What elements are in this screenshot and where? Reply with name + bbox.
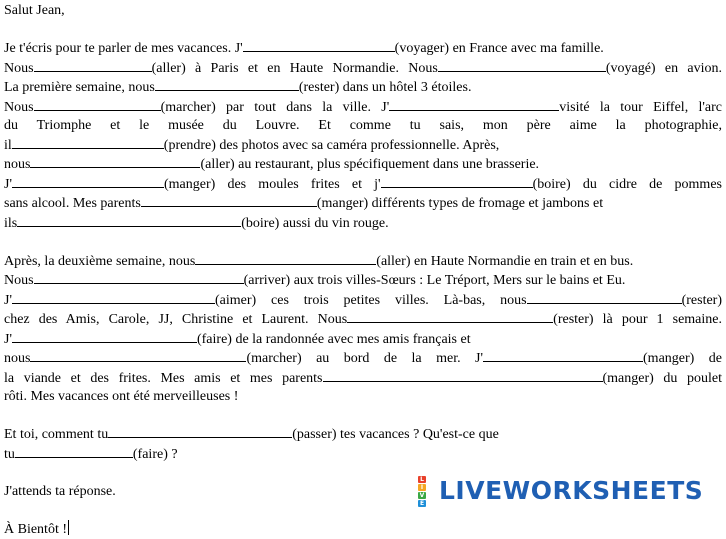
blank-marcher-1[interactable] xyxy=(34,98,161,111)
blank-marcher-2[interactable] xyxy=(30,349,246,362)
line-11: Après, la deuxième semaine, nous (aller) en Haute Normandie en train et en bus. xyxy=(4,252,722,272)
line-22: À Bientôt ! xyxy=(4,520,722,539)
blank-passer[interactable] xyxy=(108,425,292,438)
blank-visite[interactable] xyxy=(389,98,559,111)
text-cursor xyxy=(68,520,69,535)
blank-rester-1[interactable] xyxy=(155,78,299,91)
liveworksheets-logo xyxy=(418,476,703,506)
line-3: La première semaine, nous (rester) dans un hôtel 3 étoiles. xyxy=(4,78,722,98)
logo-mark-letter: I xyxy=(418,484,426,491)
blank-boire-1[interactable] xyxy=(381,175,533,188)
logo-mark-letter: L xyxy=(418,476,426,483)
blank-manger-2[interactable] xyxy=(141,194,317,207)
line-9: sans alcool. Mes parents (manger) différents types de fromage et jambons et xyxy=(4,194,722,214)
line-15: J' (faire) de la randonnée avec mes amis français et xyxy=(4,330,722,350)
blank-rester-2[interactable] xyxy=(527,291,682,304)
blank-arriver[interactable] xyxy=(34,271,244,284)
blank-aimer[interactable] xyxy=(12,291,215,304)
line-21: J'attends ta réponse. xyxy=(4,483,722,502)
blank-prendre[interactable] xyxy=(12,136,164,149)
blank-voyager[interactable] xyxy=(243,39,395,52)
line-12: Nous (arriver) aux trois villes-Sœurs : Le Tréport, Mers sur le bains et Eu. xyxy=(4,271,722,291)
logo-text: LIVEWORKSHEETS xyxy=(439,476,703,506)
line-13: J' (aimer) ces trois petites villes. Là-bas, nous (rester) xyxy=(4,291,722,311)
blank-faire-1[interactable] xyxy=(12,330,197,343)
line-6: il (prendre) des photos avec sa caméra professionnelle. Après, xyxy=(4,136,722,156)
blank-manger-1[interactable] xyxy=(12,175,164,188)
blank-faire-2[interactable] xyxy=(15,445,133,458)
line-20: tu (faire) ? xyxy=(4,445,722,465)
line-16: nous (marcher) au bord de la mer. J' (manger) de xyxy=(4,349,722,369)
line-4: Nous (marcher) par tout dans la ville. J' visité la tour Eiffel, l'arc xyxy=(4,98,722,118)
logo-mark-letter: E xyxy=(418,500,426,507)
line-19: Et toi, comment tu (passer) tes vacances ? Qu'est-ce que xyxy=(4,425,722,445)
letter-document xyxy=(4,2,722,539)
line-5: du Triomphe et le musée du Louvre. Et comme tu sais, mon père aime la photographie, xyxy=(4,117,722,136)
blank-aller-3[interactable] xyxy=(195,252,376,265)
logo-mark-icon xyxy=(418,476,435,507)
line-1: Je t'écris pour te parler de mes vacances. J' (voyager) en France avec ma famille. xyxy=(4,39,722,59)
blank-manger-4[interactable] xyxy=(323,369,603,382)
blank-boire-2[interactable] xyxy=(17,214,241,227)
line-2: Nous (aller) à Paris et en Haute Normandie. Nous (voyagé) en avion. xyxy=(4,59,722,79)
line-17: la viande et des frites. Mes amis et mes parents (manger) du poulet xyxy=(4,369,722,389)
blank-aller-2[interactable] xyxy=(30,155,200,168)
line-8: J' (manger) des moules frites et j' (boire) du cidre de pommes xyxy=(4,175,722,195)
blank-voyage[interactable] xyxy=(438,59,606,72)
greeting: Salut Jean, xyxy=(4,2,722,21)
blank-rester-3[interactable] xyxy=(347,310,553,323)
line-10: ils (boire) aussi du vin rouge. xyxy=(4,214,722,234)
blank-manger-3[interactable] xyxy=(483,349,643,362)
line-14: chez des Amis, Carole, JJ, Christine et Laurent. Nous (rester) là pour 1 semaine. xyxy=(4,310,722,330)
line-7: nous (aller) au restaurant, plus spécifiquement dans une brasserie. xyxy=(4,155,722,175)
logo-mark-letter: V xyxy=(418,492,426,499)
line-18: rôti. Mes vacances ont été merveilleuses ! xyxy=(4,388,722,407)
blank-aller-1[interactable] xyxy=(34,59,152,72)
